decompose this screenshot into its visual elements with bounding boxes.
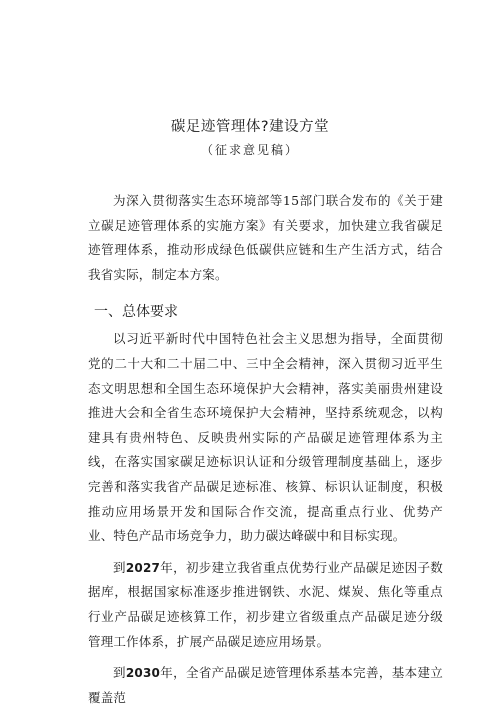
year-2030: 2030 — [125, 666, 161, 681]
document-subtitle: （征求意见稿） — [200, 143, 299, 157]
goal-2030-paragraph — [88, 661, 443, 710]
guiding-principles-paragraph: 以习近平新时代中国特色社会主义思想为指导，全面贯彻党的二十大和二十届二中、三中全会精神，深入贯彻习近平生态文明思想和全国生态环境保护大会精神，落实美丽贵州建设推进大会和全省生态环境保护大会精神，坚持系统观念，以构建具有贵州特色、反映贵州实际的产品碳足迹管理体系为主线，在落实国家碳足迹标识认证和分级管理制度基础上，逐步完善和落实我省产品碳足迹标准、核算、标识认证制度，积极推动应用场景开发和国际合作交流，提高重点行业、优势产业、特色产品市场竞争力，助力碳达峰碳中和目标实现。 — [88, 331, 443, 544]
paragraph-gap — [88, 549, 443, 556]
goal-2027-lead: 到 — [113, 559, 126, 575]
paragraph-gap — [88, 287, 443, 294]
document-title: 碳足迹管理体?建设方堂 — [170, 119, 330, 135]
goal-2030-lead: 到 — [113, 665, 126, 681]
goal-2027-paragraph — [88, 556, 443, 654]
goal-2027-text: 年，初步建立我省重点优势行业产品碳足迹因子数据库，根据国家标准逐步推进钢铁、水泥、煤炭、焦化等重点行业产品碳足迹核算工作，初步建立省级重点产品碳足迹分级管理工作体系，扩展产品碳足迹应用场景。 — [88, 559, 444, 649]
paragraph-gap — [88, 654, 443, 661]
section-heading-general-requirements: 一、总体要求 — [94, 304, 178, 321]
intro-paragraph: 为深入贯彻落实生态环境部等15部门联合发布的《关于建立碳足迹管理体系的实施方案》有关要求，加快建立我省碳足迹管理体系，推动形成绿色低碳供应链和生产生活方式，结合我省实际，制定本方案。 — [88, 193, 443, 282]
goal-2030-text: 年，全省产品碳足迹管理体系基本完善，基本建立覆盖范 — [88, 665, 444, 705]
document-body — [88, 189, 443, 710]
year-2027: 2027 — [125, 560, 161, 575]
